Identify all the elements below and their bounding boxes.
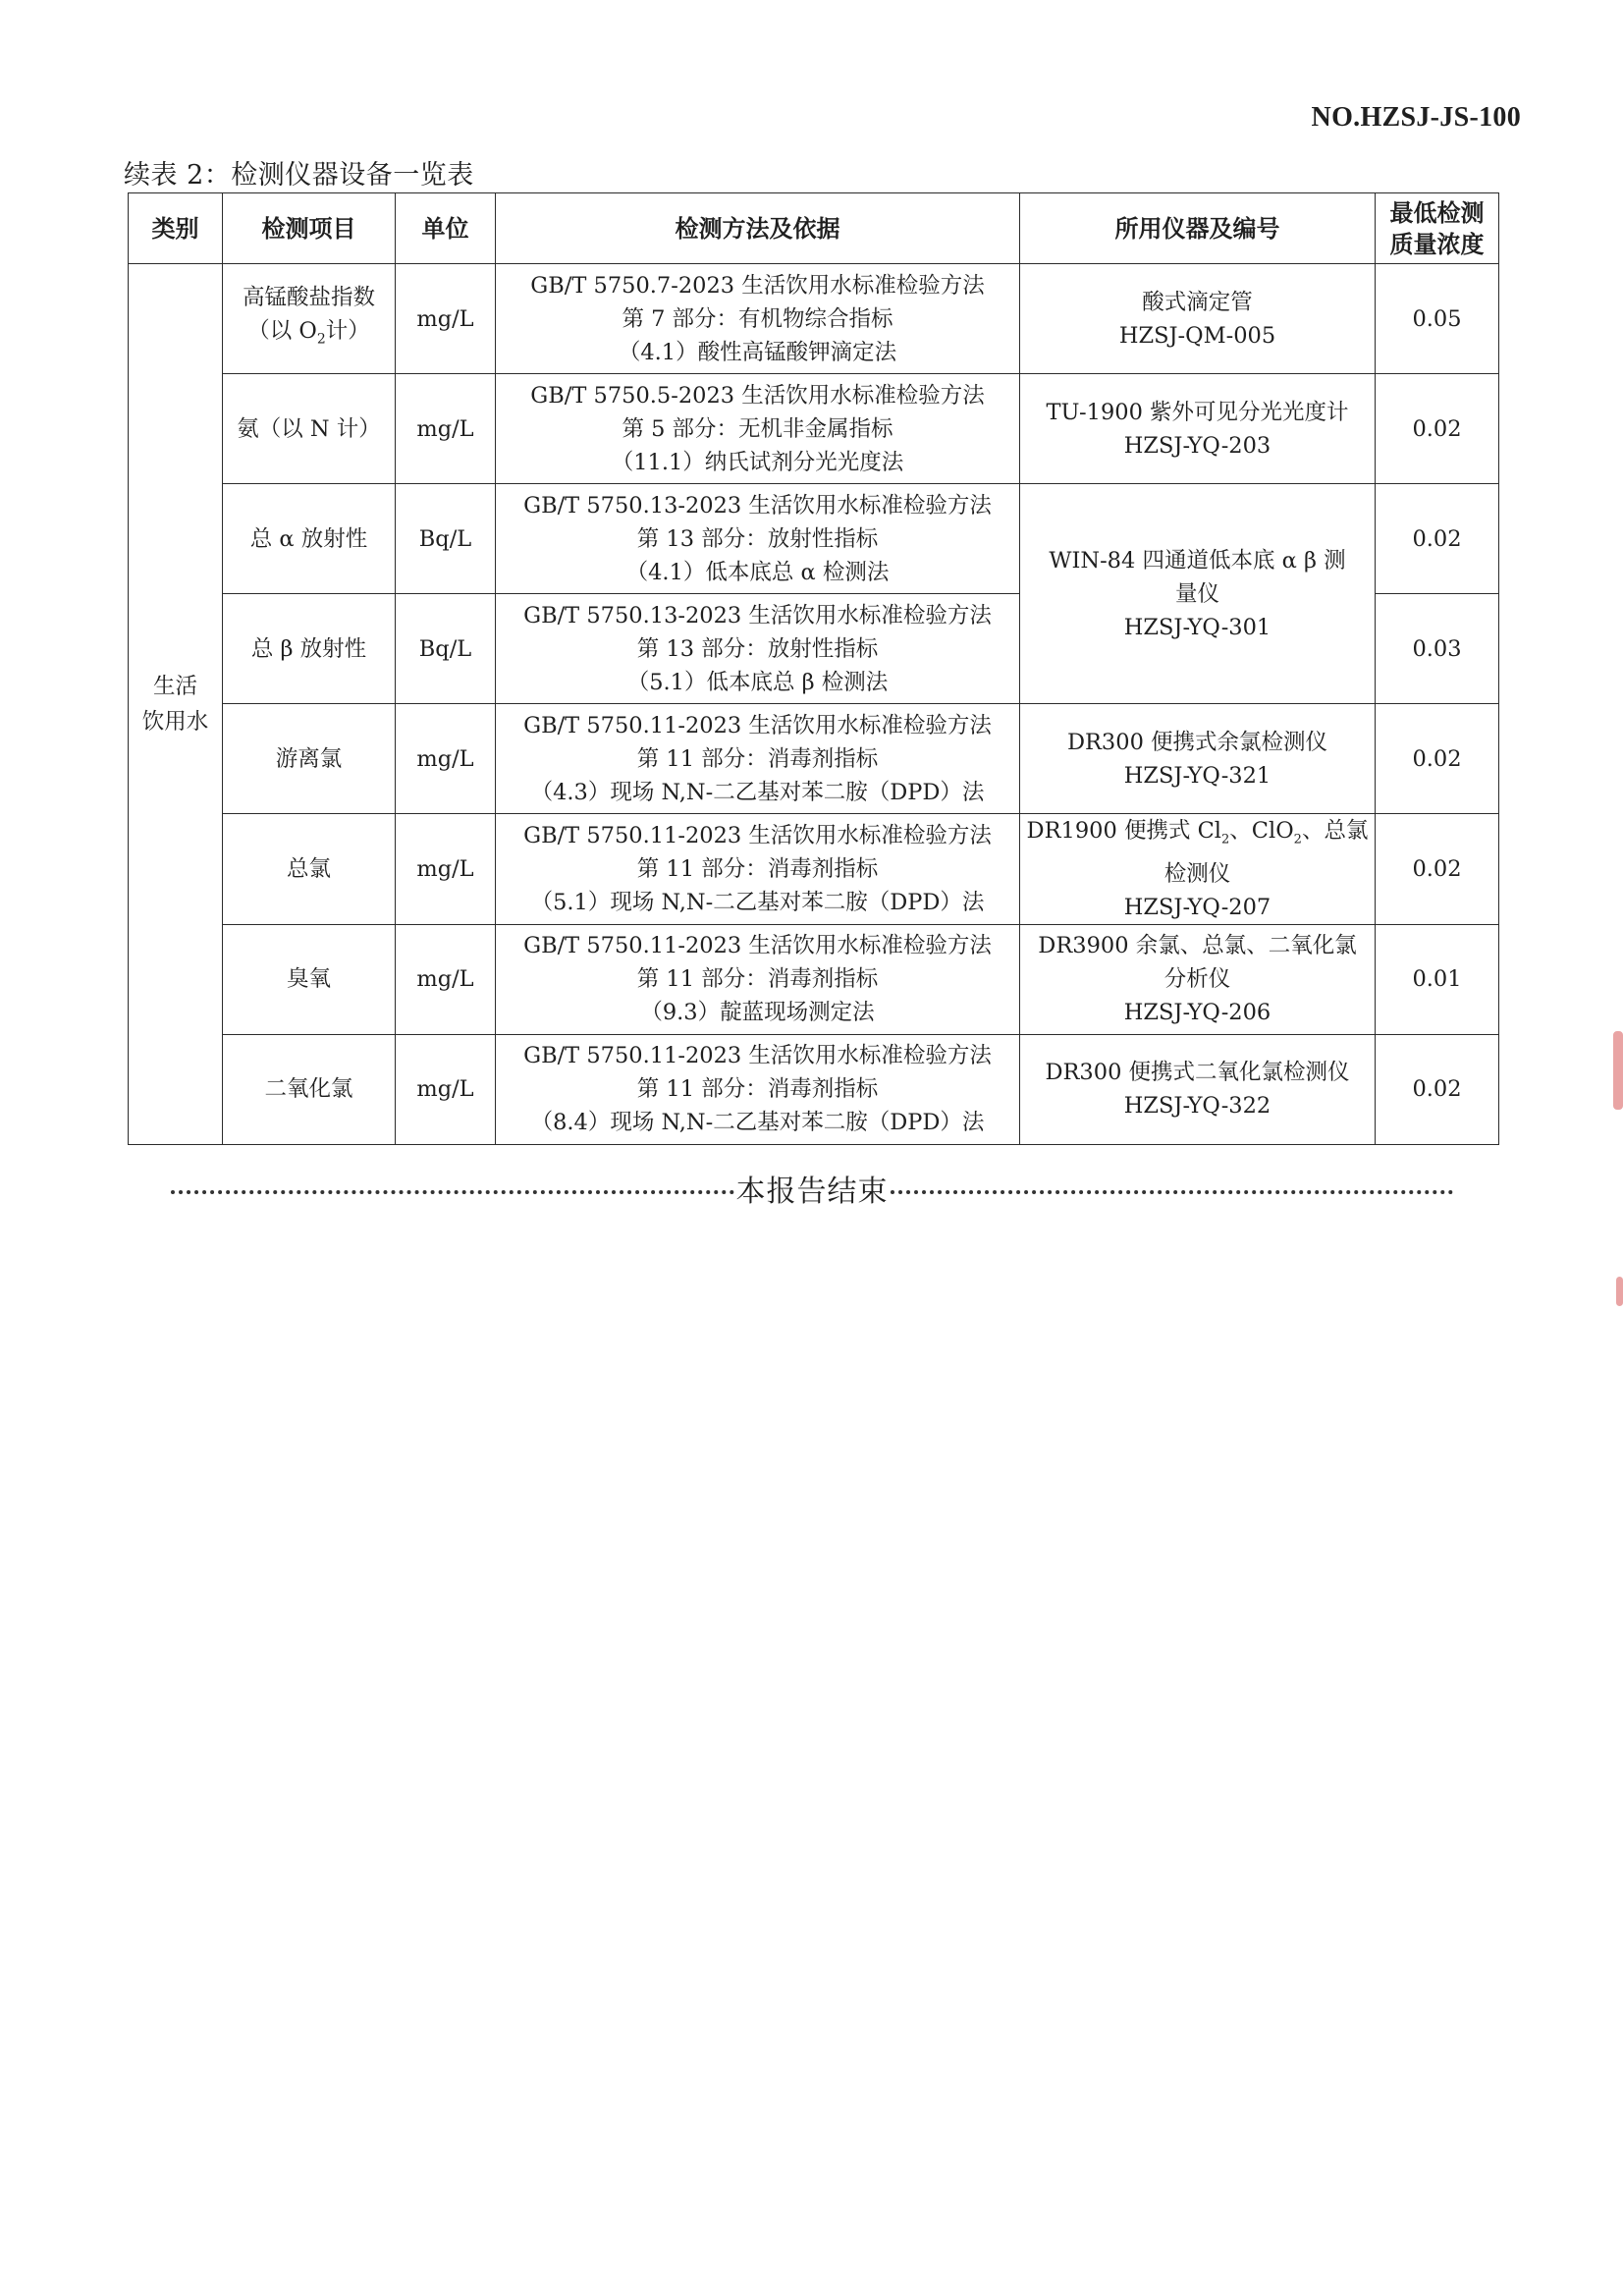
table-row bbox=[129, 374, 1499, 484]
seal-edge-mark bbox=[1613, 1031, 1623, 1110]
method-cell: GB/T 5750.5-2023 生活饮用水标准检验方法 第 5 部分：无机非金属指标 （11.1）纳氏试剂分光光度法 bbox=[496, 374, 1020, 484]
item-cell: 氨（以 N 计） bbox=[223, 374, 396, 484]
category-cell: 生活 饮用水 bbox=[129, 264, 223, 1145]
table-row bbox=[129, 484, 1499, 594]
report-end-text: 本报告结束 bbox=[735, 1175, 889, 1209]
table-row bbox=[129, 924, 1499, 1034]
table-row bbox=[129, 264, 1499, 374]
instrument-cell: DR300 便携式余氯检测仪 HZSJ-YQ-321 bbox=[1020, 704, 1376, 814]
min-concentration-cell: 0.02 bbox=[1376, 1034, 1499, 1144]
header-instrument: 所用仪器及编号 bbox=[1020, 193, 1376, 264]
item-cell: 二氧化氯 bbox=[223, 1034, 396, 1144]
table-caption: 续表 2：检测仪器设备一览表 bbox=[124, 160, 474, 191]
header-min-concentration: 最低检测 质量浓度 bbox=[1376, 193, 1499, 264]
report-end-line bbox=[171, 1167, 1453, 1210]
min-concentration-cell: 0.02 bbox=[1376, 484, 1499, 594]
instrument-cell: DR300 便携式二氧化氯检测仪 HZSJ-YQ-322 bbox=[1020, 1034, 1376, 1144]
item-cell: 总 β 放射性 bbox=[223, 594, 396, 704]
min-concentration-cell: 0.01 bbox=[1376, 924, 1499, 1034]
instrument-table bbox=[128, 192, 1499, 1145]
method-cell: GB/T 5750.11-2023 生活饮用水标准检验方法 第 11 部分：消毒剂指标 （8.4）现场 N,N-二乙基对苯二胺（DPD）法 bbox=[496, 1034, 1020, 1144]
dotted-leader-left bbox=[171, 1190, 734, 1194]
item-cell: 总 α 放射性 bbox=[223, 484, 396, 594]
unit-cell: mg/L bbox=[396, 374, 496, 484]
min-concentration-cell: 0.03 bbox=[1376, 594, 1499, 704]
instrument-cell: DR3900 余氯、总氯、二氧化氯 分析仪 HZSJ-YQ-206 bbox=[1020, 924, 1376, 1034]
table-header-row bbox=[129, 193, 1499, 264]
header-unit: 单位 bbox=[396, 193, 496, 264]
unit-cell: mg/L bbox=[396, 1034, 496, 1144]
unit-cell: mg/L bbox=[396, 264, 496, 374]
instrument-cell: DR1900 便携式 $Cl_2$、ClO$_2$、总氯 检测仪 HZSJ-YQ-207 bbox=[1020, 814, 1376, 925]
method-cell: GB/T 5750.11-2023 生活饮用水标准检验方法 第 11 部分：消毒剂指标 （9.3）靛蓝现场测定法 bbox=[496, 924, 1020, 1034]
unit-cell: Bq/L bbox=[396, 484, 496, 594]
item-cell: 高锰酸盐指数 （以 $O_2$计） bbox=[223, 264, 396, 374]
min-concentration-cell: 0.02 bbox=[1376, 704, 1499, 814]
instrument-cell: 酸式滴定管 HZSJ-QM-005 bbox=[1020, 264, 1376, 374]
min-concentration-cell: 0.02 bbox=[1376, 814, 1499, 925]
item-cell: 游离氯 bbox=[223, 704, 396, 814]
header-method: 检测方法及依据 bbox=[496, 193, 1020, 264]
table-row bbox=[129, 1034, 1499, 1144]
instrument-cell: TU-1900 紫外可见分光光度计 HZSJ-YQ-203 bbox=[1020, 374, 1376, 484]
unit-cell: mg/L bbox=[396, 814, 496, 925]
method-cell: GB/T 5750.11-2023 生活饮用水标准检验方法 第 11 部分：消毒剂指标 （4.3）现场 N,N-二乙基对苯二胺（DPD）法 bbox=[496, 704, 1020, 814]
header-category: 类别 bbox=[129, 193, 223, 264]
unit-cell: Bq/L bbox=[396, 594, 496, 704]
item-cell: 臭氧 bbox=[223, 924, 396, 1034]
method-cell: GB/T 5750.7-2023 生活饮用水标准检验方法 第 7 部分：有机物综合指标 （4.1）酸性高锰酸钾滴定法 bbox=[496, 264, 1020, 374]
unit-cell: mg/L bbox=[396, 924, 496, 1034]
table-row bbox=[129, 814, 1499, 925]
method-cell: GB/T 5750.11-2023 生活饮用水标准检验方法 第 11 部分：消毒剂指标 （5.1）现场 N,N-二乙基对苯二胺（DPD）法 bbox=[496, 814, 1020, 925]
item-cell: 总氯 bbox=[223, 814, 396, 925]
header-item: 检测项目 bbox=[223, 193, 396, 264]
min-concentration-cell: 0.02 bbox=[1376, 374, 1499, 484]
instrument-cell: WIN-84 四通道低本底 α β 测 量仪 HZSJ-YQ-301 bbox=[1020, 484, 1376, 704]
dotted-leader-right bbox=[891, 1190, 1454, 1194]
method-cell: GB/T 5750.13-2023 生活饮用水标准检验方法 第 13 部分：放射性指标 （5.1）低本底总 β 检测法 bbox=[496, 594, 1020, 704]
unit-cell: mg/L bbox=[396, 704, 496, 814]
document-number: NO.HZSJ-JS-100 bbox=[1311, 102, 1521, 133]
min-concentration-cell: 0.05 bbox=[1376, 264, 1499, 374]
method-cell: GB/T 5750.13-2023 生活饮用水标准检验方法 第 13 部分：放射性指标 （4.1）低本底总 α 检测法 bbox=[496, 484, 1020, 594]
table-row bbox=[129, 704, 1499, 814]
seal-edge-mark bbox=[1616, 1277, 1623, 1306]
